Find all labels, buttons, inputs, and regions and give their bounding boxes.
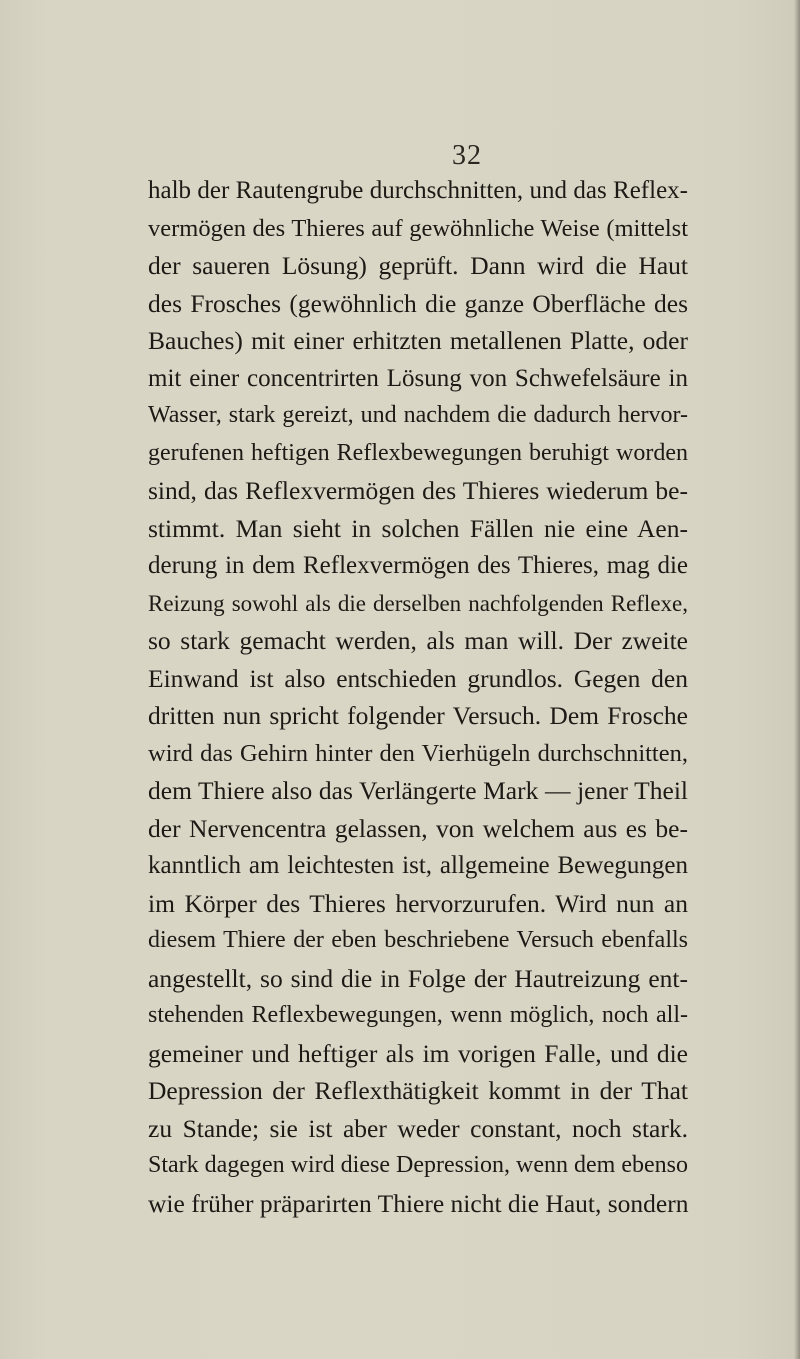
body-text [148, 172, 688, 1222]
text-line: sind, das Reflexvermögen des Thieres wiederum be- [148, 476, 688, 505]
text-line: der saueren Lösung) geprüft. Dann wird die Haut [148, 251, 688, 280]
text-line: halb der Rautengrube durchschnitten, und das Reflex- [148, 177, 688, 204]
text-line: des Frosches (gewöhnlich die ganze Oberfläche des [148, 288, 688, 318]
text-line: der Nervencentra gelassen, von welchem aus es be- [148, 813, 688, 843]
text-line: gemeiner und heftiger als im vorigen Falle, und die [148, 1038, 688, 1068]
text-line: wird das Gehirn hinter den Vierhügeln durchschnitten, [148, 739, 688, 767]
text-line: Bauches) mit einer erhitzten metallenen Platte, oder [148, 326, 688, 355]
text-line: Depression der Reflexthätigkeit kommt in der That [148, 1076, 688, 1105]
text-line: zu Stande; sie ist aber weder constant, noch stark. [148, 1113, 688, 1143]
text-line: Wasser, stark gereizt, und nachdem die dadurch hervor- [148, 402, 688, 428]
text-line: kanntlich am leichtesten ist, allgemeine Bewegungen [148, 852, 688, 879]
text-line: gerufenen heftigen Reflexbewegungen beruhigt worden [148, 439, 688, 466]
text-line: angestellt, so sind die in Folge der Hautreizung ent- [148, 963, 688, 993]
text-line: stehenden Reflexbewegungen, wenn möglich, noch all- [148, 1002, 688, 1028]
page-number: 32 [452, 140, 482, 171]
text-line: Reizung sowohl als die derselben nachfolgenden Reflexe, [148, 590, 688, 616]
text-line: dritten nun spricht folgender Versuch. Dem Frosche [148, 701, 688, 730]
text-line: im Körper des Thieres hervorzurufen. Wird nun an [148, 888, 688, 918]
page-edge-shadow [794, 0, 800, 1359]
text-line: dem Thiere also das Verlängerte Mark — jener Theil [148, 776, 688, 805]
text-line: mit einer concentrirten Lösung von Schwefelsäure in [148, 364, 688, 392]
text-line: wie früher präparirten Thiere nicht die Haut, sondern [148, 1188, 689, 1218]
text-line: so stark gemacht werden, als man will. Der zweite [148, 626, 688, 655]
text-line: Einwand ist also entschieden grundlos. Gegen den [148, 663, 688, 693]
text-line: vermögen des Thieres auf gewöhnliche Weise (mittelst [148, 214, 688, 242]
text-line: derung in dem Reflexvermögen des Thieres, mag die [148, 552, 688, 579]
text-line: Stark dagegen wird diese Depression, wenn dem ebenso [148, 1152, 688, 1178]
text-line: stimmt. Man sieht in solchen Fällen nie eine Aen- [148, 513, 688, 543]
text-line: diesem Thiere der eben beschriebene Versuch ebenfalls [148, 927, 688, 953]
